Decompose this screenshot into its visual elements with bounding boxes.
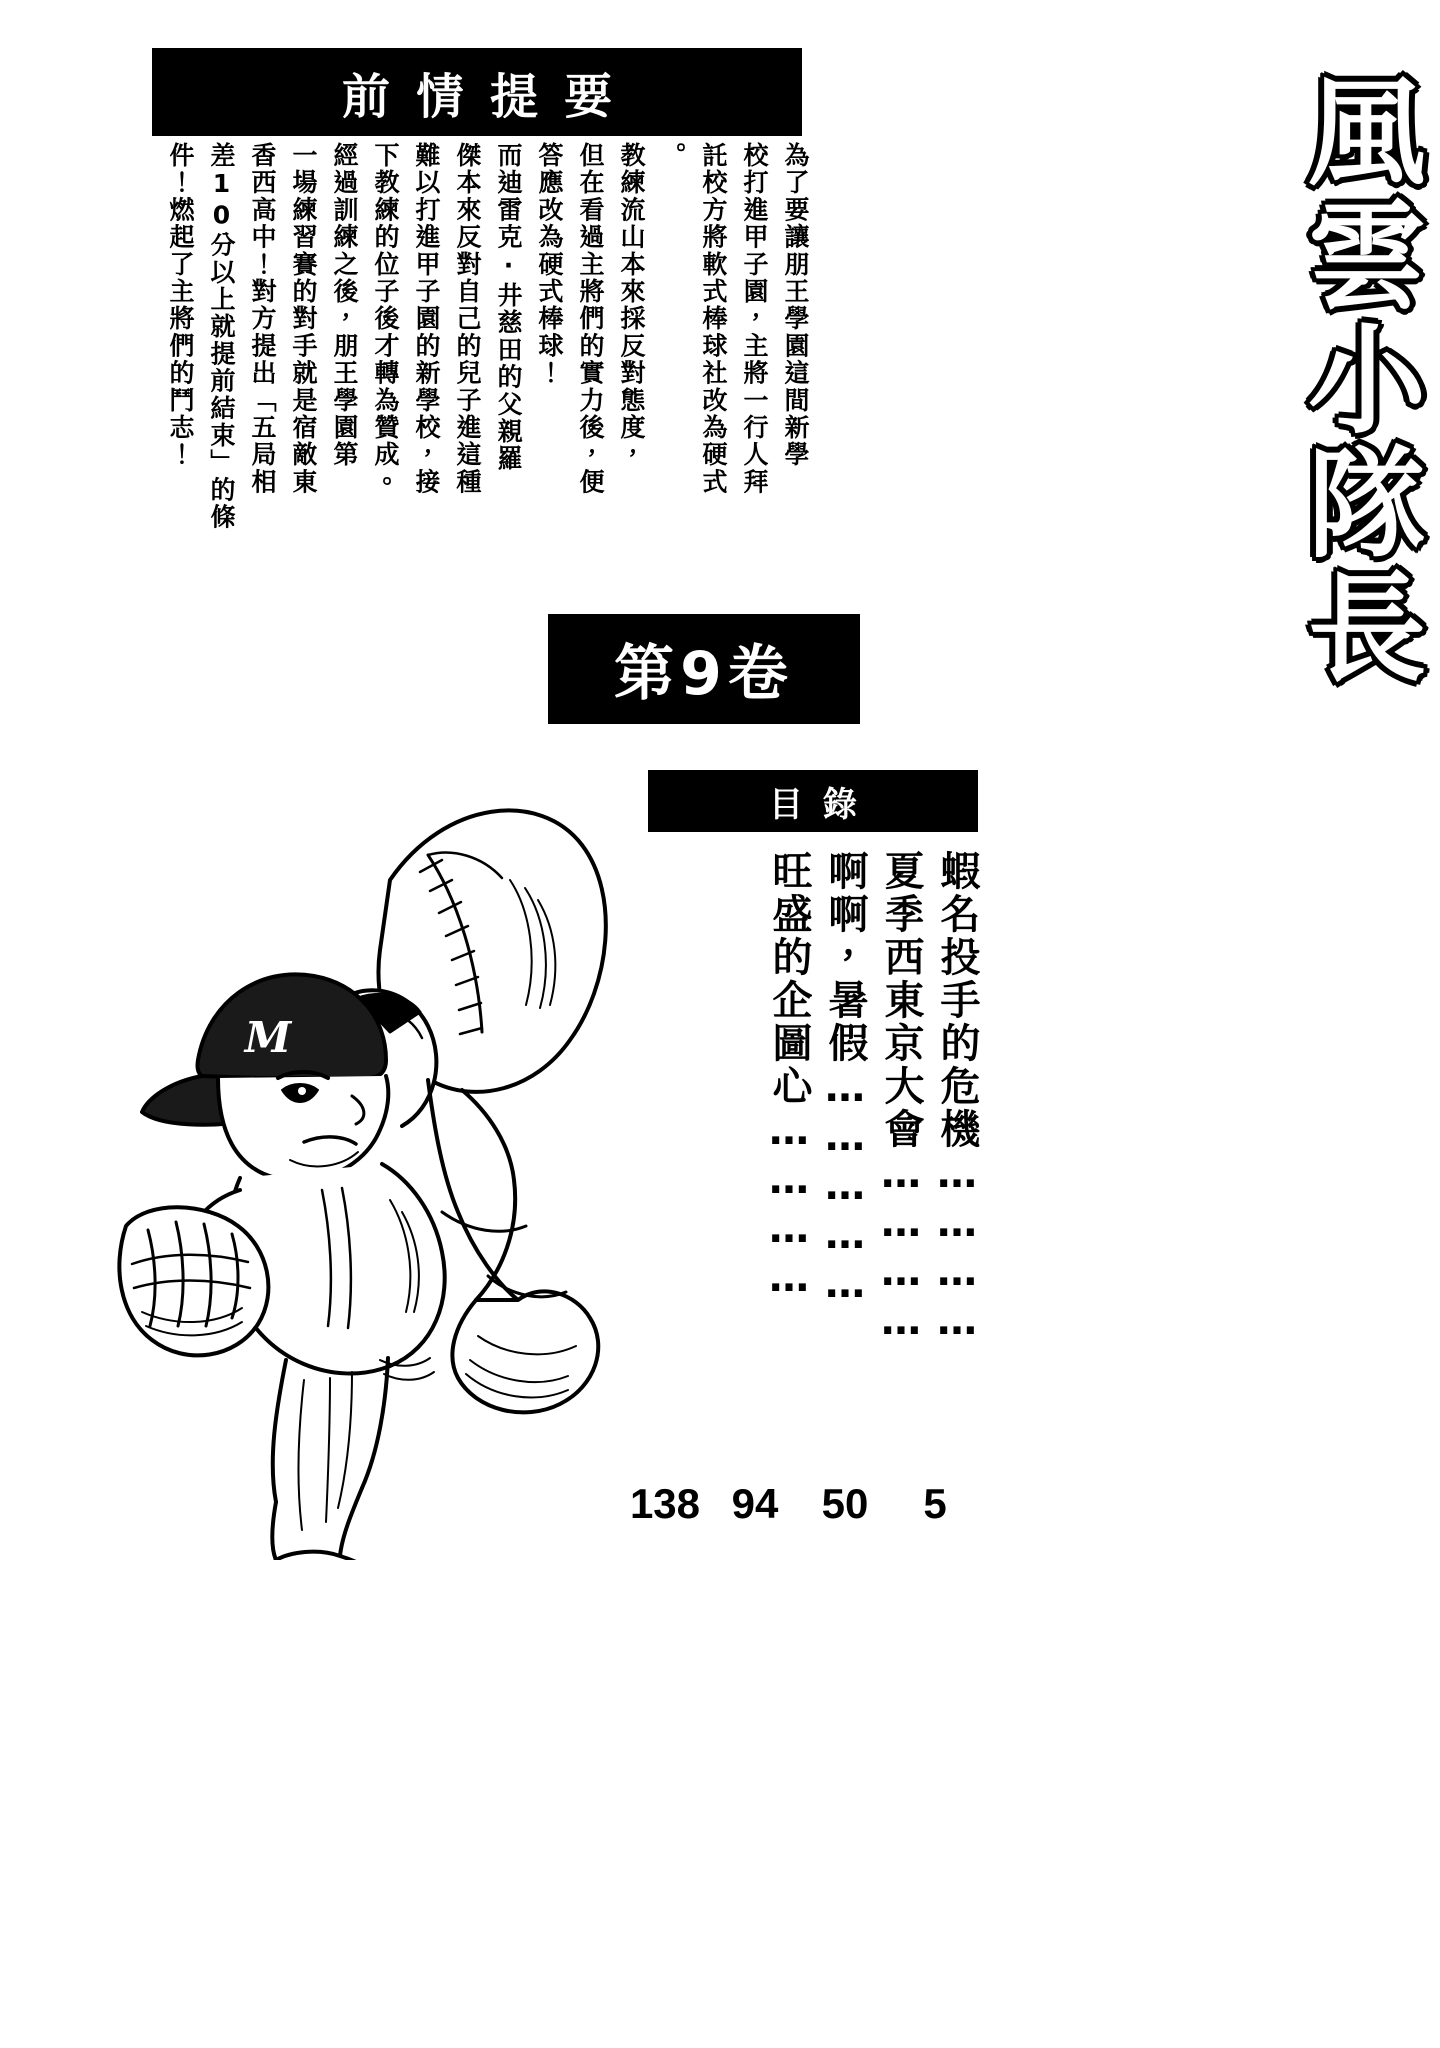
synopsis-column: 為了要讓朋王學園這間新學 (781, 142, 810, 469)
synopsis-column: 難以打進甲子園的新學校，接 (412, 142, 441, 496)
toc-heading: 目錄 (769, 784, 877, 825)
toc-entry-title[interactable]: 旺盛的企圖心………… (766, 850, 812, 1304)
synopsis-column: 教練流山本來採反對態度， (617, 142, 646, 469)
synopsis-column: 託校方將軟式棒球社改為硬式 (699, 142, 728, 496)
volume-label: 第9卷 (614, 639, 794, 709)
toc-page-number: 50 (821, 1480, 869, 1527)
synopsis-column: 但在看過主將們的實力後，便 (576, 142, 605, 496)
synopsis-column: 香西高中！對方提出「五局相 (248, 142, 277, 496)
synopsis-banner (152, 48, 802, 136)
baseball-pitcher-illustration (90, 760, 650, 1560)
synopsis-column: 校打進甲子園，主將一行人拜 (740, 142, 769, 496)
toc-page-numbers (620, 1480, 980, 1528)
toc-page-number: 5 (923, 1480, 947, 1527)
pitcher-artwork (90, 760, 650, 1560)
synopsis-column: 差10分以上就提前結束」的條 (207, 142, 236, 531)
synopsis-column: 經過訓練之後，朋王學園第 (330, 142, 359, 469)
synopsis-column: 。 (658, 142, 687, 170)
toc-entry-title[interactable]: 蝦名投手的危機………… (934, 850, 980, 1347)
synopsis-column: 一場練習賽的對手就是宿敵東 (289, 142, 318, 496)
toc-entry-title[interactable]: 夏季西東京大會………… (878, 850, 924, 1347)
synopsis-column: 答應改為硬式棒球！ (535, 142, 564, 387)
volume-badge (548, 614, 860, 724)
toc-entry-title[interactable]: 啊啊，暑假…………… (822, 850, 868, 1310)
toc-entry-list (620, 850, 980, 1450)
series-title: 風雲小隊長 (1288, 70, 1426, 690)
synopsis-column: 而迪雷克·井慈田的父親羅 (494, 142, 523, 473)
cap-logo-text: M (244, 1013, 292, 1062)
synopsis-column: 下教練的位子後才轉為贊成。 (371, 142, 400, 496)
toc-page-number: 94 (731, 1480, 779, 1527)
synopsis-banner-title: 前情提要 (341, 68, 638, 125)
synopsis-column: 件！燃起了主將們的鬥志！ (166, 142, 195, 469)
toc-banner (648, 770, 978, 832)
page-bottom-edge (0, 2038, 1440, 2048)
synopsis-column: 傑本來反對自己的兒子進這種 (453, 142, 482, 496)
synopsis-text-block (96, 142, 816, 582)
toc-page-number: 138 (629, 1480, 701, 1527)
